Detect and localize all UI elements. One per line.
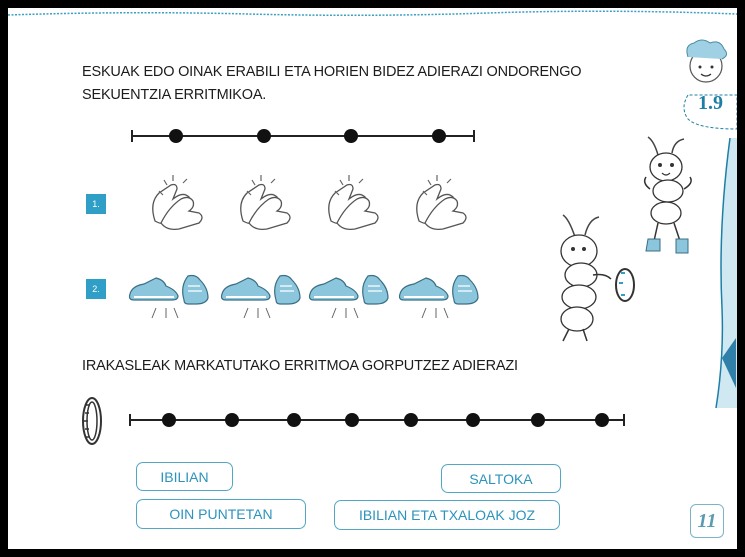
option-ibilian-eta-txaloak[interactable]: IBILIAN ETA TXALOAK JOZ xyxy=(334,500,560,530)
clapping-hands-icon xyxy=(153,175,202,229)
instruction-line-2: SEKUENTZIA ERRITMIKOA. xyxy=(82,87,267,103)
lesson-number: 1.9 xyxy=(698,92,723,114)
worksheet-page xyxy=(8,8,737,549)
beat-dot xyxy=(257,129,271,143)
instruction-line-1: ESKUAK EDO OINAK ERABILI ETA HORIEN BIDEZ ADIERAZI ONDORENGO xyxy=(82,64,582,80)
beat-dot xyxy=(466,413,480,427)
beat-dot xyxy=(162,413,176,427)
dancing-ant-illustration xyxy=(628,133,713,283)
clapping-hands-row xyxy=(143,173,473,233)
beat-dot xyxy=(345,413,359,427)
clapping-hands-icon xyxy=(329,175,378,229)
rhythm-line-top xyxy=(130,125,480,147)
boot-icon xyxy=(646,239,660,251)
sneakers-icon xyxy=(222,276,301,319)
sneakers-icon xyxy=(130,276,209,319)
beat-dot xyxy=(531,413,545,427)
row-badge-2: 2. xyxy=(86,279,106,299)
sneakers-icon xyxy=(400,276,479,319)
instruction-line-3: IRAKASLEAK MARKATUTAKO ERRITMOA GORPUTZEZ ADIERAZI xyxy=(82,358,518,374)
beat-dot xyxy=(169,129,183,143)
beat-dot xyxy=(225,413,239,427)
top-border xyxy=(8,8,737,20)
beat-dot xyxy=(432,129,446,143)
beat-dot xyxy=(344,129,358,143)
clapping-hands-icon xyxy=(241,175,290,229)
clapping-hands-icon xyxy=(417,175,466,229)
row-badge-1: 1. xyxy=(86,194,106,214)
beat-dot xyxy=(595,413,609,427)
sneakers-row xyxy=(126,266,496,322)
option-oin-puntetan[interactable]: OIN PUNTETAN xyxy=(136,499,306,529)
option-saltoka[interactable]: SALTOKA xyxy=(441,464,561,493)
sneakers-icon xyxy=(310,276,389,319)
beat-dot xyxy=(287,413,301,427)
lesson-tab xyxy=(658,33,737,143)
beat-dot xyxy=(404,413,418,427)
tambourine-icon xyxy=(74,393,110,449)
option-ibilian[interactable]: IBILIAN xyxy=(136,462,233,491)
rhythm-line-bottom xyxy=(128,409,628,431)
page-number: 11 xyxy=(690,504,724,538)
boot-icon xyxy=(676,239,688,253)
